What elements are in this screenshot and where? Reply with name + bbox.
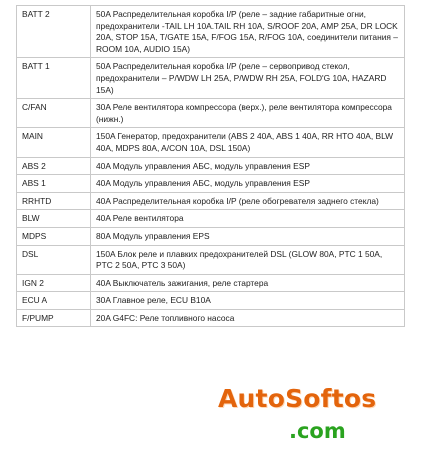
fuse-code: BLW: [17, 210, 91, 228]
fuse-description: 30A Главное реле, ECU B10A: [91, 292, 405, 310]
fuse-description: 150A Генератор, предохранители (ABS 2 40A, ABS 1 40A, RR HTO 40A, BLW 40A, MDPS 80A, A/CON 10A, DSL 150A): [91, 128, 405, 157]
fuse-description: 50A Распределительная коробка I/P (реле – задние габаритные огни, предохранители -TAIL LH 10A.TAIL RH 10A, S/ROOF 20A, AMP 25A, DR LOCK 20A, STOP 15A, T/GATE 15A, F/FOG 15A, R/FOG 10A, соединители питания – ROOM 10A, AUDIO 15A): [91, 6, 405, 58]
fuse-code: F/PUMP: [17, 309, 91, 327]
table-row: [17, 309, 405, 327]
table-row: [17, 192, 405, 210]
table-row: [17, 99, 405, 128]
fuse-description: 80A Модуль управления EPS: [91, 227, 405, 245]
fuse-code: ABS 2: [17, 157, 91, 175]
fuse-code: ECU A: [17, 292, 91, 310]
fuse-description: 40A Выключатель зажигания, реле стартера: [91, 274, 405, 292]
fuse-code: RRHTD: [17, 192, 91, 210]
table-row: [17, 274, 405, 292]
watermark-logo: AutoSoftos: [218, 384, 377, 413]
fuse-code: IGN 2: [17, 274, 91, 292]
fuse-description: 40A Модуль управления АБС, модуль управления ESP: [91, 175, 405, 193]
table-row: [17, 157, 405, 175]
fuse-code: BATT 2: [17, 6, 91, 58]
table-row: [17, 6, 405, 58]
fuse-description: 40A Реле вентилятора: [91, 210, 405, 228]
fuse-description: 50A Распределительная коробка I/P (реле – сервопривод стекол, предохранители – P/WDW LH 25A, P/WDW RH 25A, FOLD'G 10A, HAZARD 15A): [91, 58, 405, 99]
table-row: [17, 210, 405, 228]
fuse-code: MDPS: [17, 227, 91, 245]
table-row: [17, 292, 405, 310]
table-row: [17, 128, 405, 157]
fuse-code: C/FAN: [17, 99, 91, 128]
table-row: [17, 175, 405, 193]
fuse-code: MAIN: [17, 128, 91, 157]
fuse-description: 30A Реле вентилятора компрессора (верх.), реле вентилятора компрессора (нижн.): [91, 99, 405, 128]
fuse-description: 150A Блок реле и плавких предохранителей DSL (GLOW 80A, PTC 1 50A, PTC 2 50A, PTC 3 50A): [91, 245, 405, 274]
table-row: [17, 227, 405, 245]
fuse-table: [16, 5, 405, 327]
fuse-description: 40A Распределительная коробка I/P (реле обогревателя заднего стекла): [91, 192, 405, 210]
fuse-code: DSL: [17, 245, 91, 274]
fuse-description: 40A Модуль управления АБС, модуль управления ESP: [91, 157, 405, 175]
table-row: [17, 58, 405, 99]
table-row: [17, 245, 405, 274]
watermark-domain: .com: [289, 419, 346, 443]
fuse-description: 20A G4FC: Реле топливного насоса: [91, 309, 405, 327]
fuse-code: ABS 1: [17, 175, 91, 193]
fuse-code: BATT 1: [17, 58, 91, 99]
